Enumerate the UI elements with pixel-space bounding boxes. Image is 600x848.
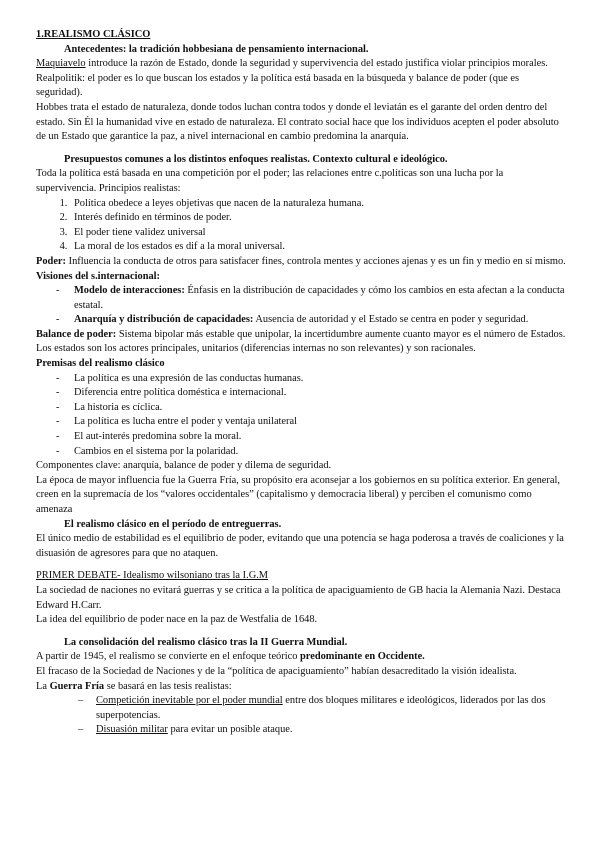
list-item: - La política es lucha entre el poder y ventaja unilateral (56, 415, 566, 430)
consolidacion-paragraph-3 (36, 680, 566, 695)
maquiavelo-name: Maquiavelo (36, 58, 86, 70)
list-item: - La política es una expresión de las conductas humanas. (56, 372, 566, 387)
list-item: - La historia es cíclica. (56, 401, 566, 416)
list-item: 3. El poder tiene validez universal (70, 226, 566, 241)
visiones-heading: Visiones del s.internacional: (36, 270, 161, 282)
entreguerras-heading: El realismo clásico en el período de entreguerras. (64, 518, 282, 530)
bullet-underlined: Competición inevitable por el poder mundial (96, 695, 283, 707)
consolidacion-text: A partir de 1945, el realismo se convierte en el enfoque teórico (36, 651, 300, 663)
list-item (56, 284, 566, 313)
visiones-text: Énfasis en la distribución de capacidades y cómo los cambios en esta afectan a la conducta estatal. (74, 285, 565, 311)
epoca-paragraph: La época de mayor influencia fue la Guerra Fría, su propósito era aconsejar a los gobiernos en su política exterior. En general, creen en la supremacía de los “valores occidentales” (capitalismo y democracia liberal) y perciben el comunismo como amenaza (36, 474, 560, 515)
guerra-fria-pre: La (36, 680, 50, 692)
premisas-list (36, 372, 566, 460)
poder-text: Influencia la conducta de otros para satisfacer fines, controla mentes y acciones ajenas y es un fin y medio en sí mismo. (66, 255, 566, 267)
westfalia-text: La idea del equilibrio de poder nace en la paz de Westfalia de 1648. (36, 614, 318, 626)
list-item: 1. Política obedece a leyes objetivas que nacen de la naturaleza humana. (70, 197, 566, 212)
bullet-underlined: Disuasión militar (96, 724, 168, 736)
consolidacion-paragraph-1 (36, 650, 566, 665)
primer-debate-text: La sociedad de naciones no evitará guerras y se critica a la política de apaciguamiento de GB hacia la Alemania Nazi. Destaca Edward H.Carr. (36, 584, 561, 611)
premisas-heading: Premisas del realismo clásico (36, 358, 165, 370)
section-title: 1.REALISMO CLÁSICO (36, 29, 151, 40)
maquiavelo-paragraph (36, 57, 566, 101)
entreguerras-paragraph: El único medio de estabilidad es el equilibrio de poder, evitando que una potencia se haga poderosa a través de coaliciones y la disuasión de agresores para que no ataquen. (36, 533, 564, 559)
bullet-text: entre dos bloques militares e ideológicos, liderados por las dos superpotencias. (96, 695, 546, 721)
principios-list (36, 197, 566, 255)
list-item: - Cambios en el sistema por la polaridad. (56, 445, 566, 460)
visiones-label: Modelo de interacciones: (74, 285, 185, 297)
maquiavelo-text: introduce la razón de Estado, donde la seguridad y supervivencia del estado justifica violar principios morales. Realpolitik: el poder es lo que buscan los estados y la política está basada en la búsqueda y balance de poder (que es seguridad). (36, 58, 548, 99)
antecedentes-heading: Antecedentes: la tradición hobbesiana de pensamiento internacional. (64, 43, 369, 55)
consolidacion-paragraph-2: El fracaso de la Sociedad de Naciones y de la “política de apaciguamiento” habían desacreditado la visión idealista. (36, 665, 517, 677)
balance-text: Sistema bipolar más estable que unipolar, la incertidumbre aumente cuanto mayor es el número de Estados. Los estados son los actores principales, unitarios (diferencias internas no son relevantes) y son racionales. (36, 328, 566, 355)
visiones-label: Anarquía y distribución de capacidades: (74, 314, 254, 326)
list-item: 2. Interés definido en términos de poder. (70, 211, 566, 226)
guerra-fria-list (36, 694, 566, 738)
visiones-text: Ausencia de autoridad y el Estado se centra en poder y seguridad. (253, 314, 529, 326)
list-item: - Diferencia entre política doméstica e internacional. (56, 386, 566, 401)
presupuestos-intro: Toda la política está basada en una competición por el poder; las relaciones entre c.políticas son una lucha por la supervivencia. Principios realistas: (36, 168, 504, 194)
primer-debate-heading: PRIMER DEBATE- Idealismo wilsoniano tras la I.G.M (36, 570, 269, 582)
guerra-fria-post: se basará en las tesis realistas: (104, 680, 232, 692)
list-item (78, 723, 566, 738)
componentes-paragraph: Componentes clave: anarquía, balance de poder y dilema de seguridad. (36, 460, 332, 472)
list-item: 4. La moral de los estados es dif a la moral universal. (70, 240, 566, 255)
balance-label: Balance de poder: (36, 328, 117, 340)
presupuestos-heading: Presupuestos comunes a los distintos enfoques realistas. Contexto cultural e ideológico. (64, 153, 448, 165)
bullet-text: para evitar un posible ataque. (167, 724, 293, 736)
consolidacion-heading: La consolidación del realismo clásico tras la II Guerra Mundial. (64, 636, 348, 648)
list-item (78, 694, 566, 723)
visiones-list (36, 284, 566, 328)
consolidacion-bold: predominante en Occidente. (300, 651, 425, 663)
balance-paragraph (36, 328, 566, 357)
list-item (56, 313, 566, 328)
list-item: - El aut-interés predomina sobre la moral. (56, 430, 566, 445)
poder-label: Poder: (36, 255, 67, 267)
hobbes-paragraph: Hobbes trata el estado de naturaleza, donde todos luchan contra todos y donde el leviatán es el garante del orden dentro del estado. Sin Él la humanidad vive en estado de naturaleza. El contrato social hace que los individuos acepten el poder absoluto de un Estado que garantice la paz, a nivel internacional en cambio predomina la anarquía. (36, 101, 559, 143)
poder-paragraph (36, 255, 566, 270)
guerra-fria-bold: Guerra Fría (49, 680, 105, 692)
